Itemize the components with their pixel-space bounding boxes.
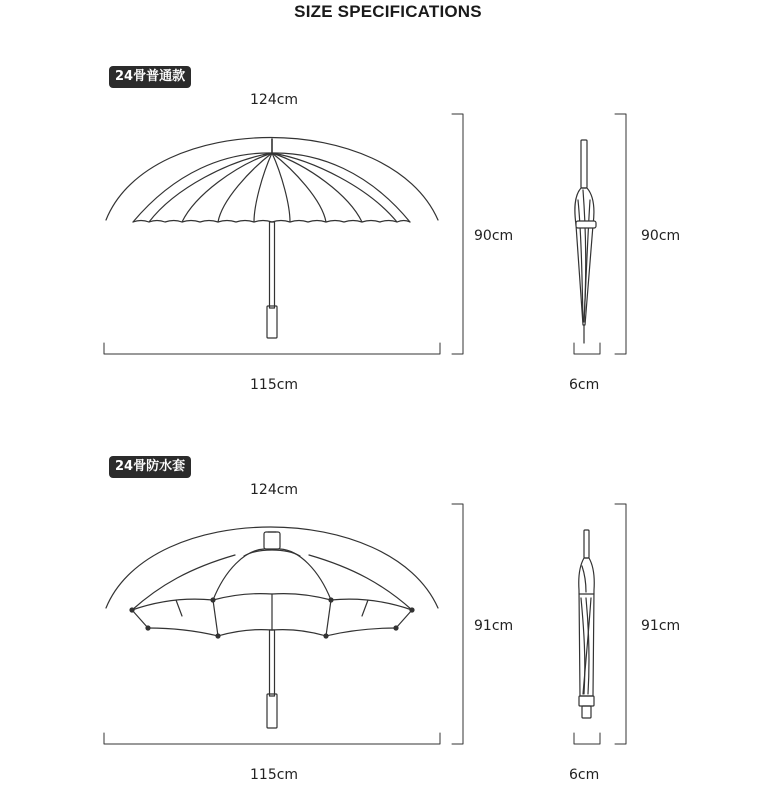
dimension-lines-standard	[104, 114, 626, 354]
dimension-lines-waterproof	[104, 504, 626, 744]
open-width-label-standard: 115cm	[250, 377, 299, 393]
model-badge-standard: 24骨普通款	[109, 66, 191, 88]
page-title: SIZE SPECIFICATIONS	[294, 2, 482, 21]
closed-height-label-waterproof: 91cm	[641, 618, 681, 634]
closed-umbrella-standard-illustration	[575, 140, 596, 343]
closed-width-label-standard: 6cm	[569, 377, 600, 393]
open-umbrella-waterproof-illustration	[106, 527, 438, 728]
canopy-span-label-waterproof: 124cm	[250, 482, 299, 498]
open-umbrella-standard-illustration	[106, 138, 438, 339]
open-height-label-standard: 90cm	[474, 228, 514, 244]
open-width-label-waterproof: 115cm	[250, 767, 299, 783]
canopy-span-label-standard: 124cm	[250, 92, 299, 108]
open-height-label-waterproof: 91cm	[474, 618, 514, 634]
closed-width-label-waterproof: 6cm	[569, 767, 600, 783]
closed-height-label-standard: 90cm	[641, 228, 681, 244]
model-badge-waterproof: 24骨防水套	[109, 456, 191, 478]
closed-umbrella-waterproof-illustration	[579, 530, 595, 718]
